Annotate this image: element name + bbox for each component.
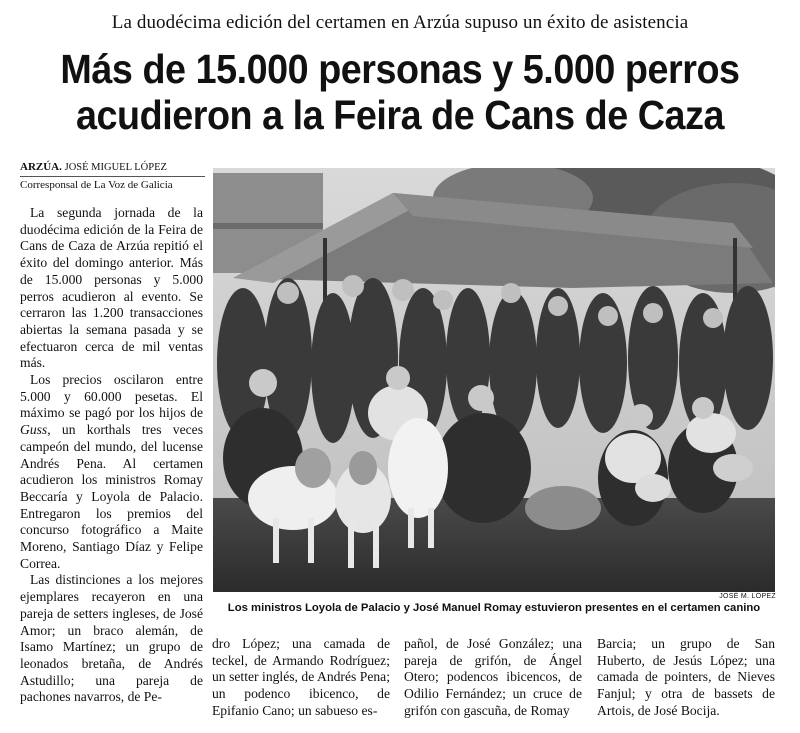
- byline: [20, 160, 205, 192]
- headline-line-1: Más de 15.000 personas y 5.000 perros: [60, 46, 740, 92]
- article-column-4: [597, 636, 775, 720]
- paragraph-2-b: , un korthals tres veces campeón del mundo, del lucense Andrés Pena. Al certamen acudieron los ministros Romay Beccaría y Loyola de Palacio. Entregaron los premios del concurso fotográfico a Maite Moreno, Santiago Díaz y Felipe Correa.: [20, 422, 203, 571]
- dog-name: Guss: [20, 422, 48, 438]
- photo-caption: Los ministros Loyola de Palacio y José Manuel Romay estuvieron presentes en el certamen canino: [227, 602, 761, 614]
- column-4-text: Barcia; un grupo de San Huberto, de Jesús López; una camada de pointers, de Nieves Fanjul; y otra de bassets de Artois, de José Bocija.: [597, 636, 775, 718]
- column-2-text: dro López; una camada de teckel, de Armando Rodríguez; un setter inglés, de Andrés Pena; un podenco ibicenco, de Epifanio Cano; un sabueso es-: [212, 636, 390, 718]
- paragraph-2-a: Los precios oscilaron entre 5.000 y 60.000 pesetas. El máximo se pagó por los hijos de: [20, 372, 203, 421]
- kicker: La duodécima edición del certamen en Arzúa supuso un éxito de asistencia: [111, 12, 689, 33]
- paragraph-3: Las distinciones a los mejores ejemplares recayeron en una pareja de setters ingleses, de José Amor; un braco alemán, de Isamo Martínez; un grupo de leonados bretaña, de Andrés Astudillo; una pareja de pachones navarros, de Pe-: [20, 572, 203, 705]
- article-column-2: [212, 636, 390, 720]
- byline-place: ARZÚA.: [20, 161, 62, 173]
- paragraph-1: La segunda jornada de la duodécima edición de la Feira de Cans de Caza de Arzúa repitió el éxito del domingo anterior. Más de 15.000 personas y 5.000 perros acudieron al evento. Se cerraron las 1.200 transacciones abiertas la semana pasada y se efectuaron cerca de mil ventas más.: [20, 205, 203, 371]
- article-column-3: [404, 636, 582, 720]
- photo-image: [213, 168, 775, 592]
- byline-author: JOSÉ MIGUEL LÓPEZ: [64, 162, 167, 173]
- byline-rule: [20, 176, 205, 177]
- paragraph-2: [20, 372, 203, 572]
- byline-role: Corresponsal de La Voz de Galicia: [20, 179, 173, 191]
- headline: [32, 46, 768, 138]
- photo-credit: JOSÉ M. LÓPEZ: [719, 593, 776, 600]
- article-column-1: [20, 205, 203, 706]
- headline-line-2: acudieron a la Feira de Cans de Caza: [76, 92, 724, 138]
- news-photo: [213, 168, 775, 592]
- column-3-text: pañol, de José González; una pareja de grifón, de Ángel Otero; podencos ibicencos, de Odilio Fernández; un cruce de grifón con gascuña, de Romay: [404, 636, 582, 718]
